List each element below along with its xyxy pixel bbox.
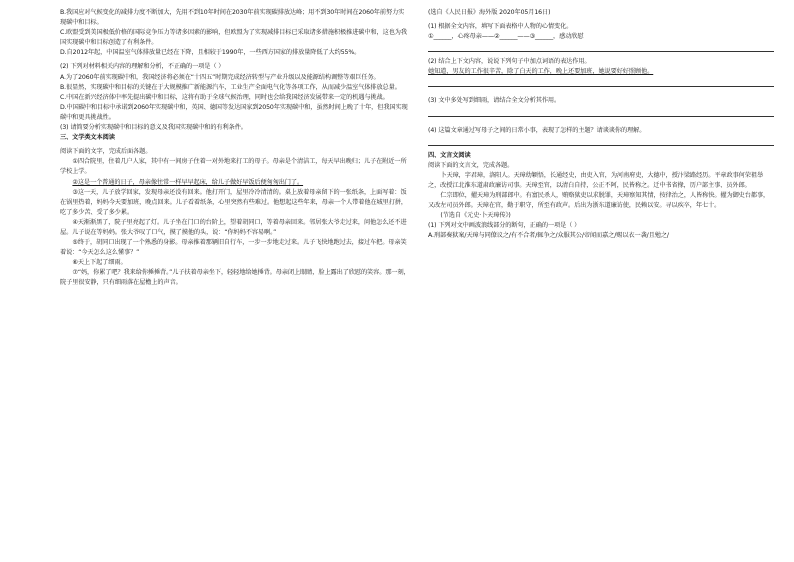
answer-line [428,136,774,146]
answer-line [428,107,774,117]
story-para-4: ④天渐渐黑了，院子里亮起了灯。儿子坐在门口的台阶上，望着胡同口，等着母亲回来。邻居张大爷走过来，问他怎么还不进屋。儿子说在等妈妈。张大爷叹了口气，摸了摸他的头，说：“你妈妈不容易啊。” [60,218,407,236]
q2-option-d: D.中国碳中和目标中承诺到2060年实现碳中和，英国、德国等发达国家到2050年实现碳中和，虽然时间上晚了十年，但我国实现碳中和更具挑战性。 [60,103,408,121]
classical-para-1: 卜天璋，字君璋，洛阳人。天璋幼颖悟，长通经史，由吏入官，为河南府吏，大德中，授汴梁路经历。平章政事何荣祖举之，改授江北淮东道肃政廉访司事。天璋至官，以清白自持，公正不阿，民皆称之。迁中书省掾，历户部主事、员外郎。 [428,171,764,189]
r-question-2: (2) 结合上下文内容，说说下列句子中加点词语的表达作用。 [428,58,591,66]
classical-question-1: (1) 下列对文中画波浪线部分的断句，正确的一项是（ ） [428,222,581,230]
section-4-heading: 四、文言文阅读 [428,151,471,159]
story-para-5: ⑤终于，胡同口出现了一个熟悉的身影。母亲推着那辆旧自行车，一步一步地走过来。儿子飞快地跑过去，接过车把。母亲笑着说：“今天怎么这么懂事？” [60,239,407,257]
classical-source: (节选自《元史·卜天璋传》) [440,212,511,220]
option-c-text: C.欧盟受到美国极低价格的国际竞争压力等诸多因素的影响，但欧盟为了实现减排目标已采取诸多措施积极推进碳中和，这也为我国实现碳中和目标创造了有利条件。 [60,29,407,47]
classical-para-2: 仁宗即位，擢天璋为刑部郎中。有富民杀人，贿赂狱吏以求脱罪，天璋察知其情，按律治之，人皆称快。擢为御史台都事，又改左司员外郎。天璋在官，勤于职守，所至有政声。后出为浙东道廉访使，民赖以安。寻以疾卒，年七十。 [428,192,770,210]
q2-option-a: A.为了2060年前实现碳中和，我国经济将必须在“十四五”时期完成经济转型与产业升级以及能源结构调整等艰巨任务。 [60,73,380,81]
option-d-text: D.自2012年起，中国温室气体排放量已经在下降，且相较于1990年，一些西方国家的排放量降低了大约55%。 [60,49,361,57]
classical-instruction: 阅读下面的文言文，完成各题。 [428,161,514,169]
r-question-1-blanks: ①______，心疼母亲——②______——③______，感动欣慰 [428,33,584,41]
answer-line [428,42,774,52]
right-column [428,8,774,242]
story-para-1: ①四合院里，住着几户人家，其中有一间房子住着一对外地来打工的母子。母亲是个清洁工，每天早出晚归；儿子在附近一所学校上学。 [60,158,407,176]
story-para-3: ③这一天，儿子放学回家，发现母亲还没有回来。他打开门，屋里冷冷清清的。桌上放着母亲留下的一张纸条，上面写着：饭在锅里热着，妈妈今天要加班，晚点回来。儿子看着纸条，心里突然有些难过。他想起这些年来，母亲一个人带着他在城里打拼，吃了多少苦、受了多少累。 [60,188,407,216]
r-question-4: (4) 这篇文章通过写母子之间的日常小事，表现了怎样的主题？请谈谈你的理解。 [428,126,646,134]
question-2-stem: (2) 下列对材料相关内容的理解和分析，不正确的一项是（ ） [60,63,225,71]
reading-instruction: 阅读下面的文字，完成后面各题。 [60,148,152,156]
r-question-3: (3) 文中多处写到细雨，请结合全文分析其作用。 [428,97,561,105]
q2-option-c: C.中国在新兴经济体中率先提出碳中和目标，这将有助于全球气候治理，同时也会给我国经济发展带来一定的机遇与挑战。 [60,93,389,101]
question-3-stem: (3) 请简要分析实现碳中和目标的意义及我国实现碳中和的有利条件。 [60,124,247,132]
left-column [60,8,410,289]
option-b-text: B.我国应对气候变化的减排力度不断加大，先用不到10年时间在2030年前实现碳排放达峰；用不到30年时间在2060年前努力实现碳中和目标。 [60,9,405,27]
r-question-2-quote: 她知道，男友的工作很辛苦，除了白天的工作，晚上还要加班，她说要好好照顾他。 [428,68,654,76]
r-question-1: (1) 根据全文内容，填写下面表格中人物的心情变化。 [428,23,573,31]
q2-option-b: B.很显然，实现碳中和目标的关键在于大规模推广新能源汽车，工业生产全面电气化等各项工作，从而减少温室气体排放总量。 [60,83,401,91]
story-para-6: ⑥天上下起了细雨。 [72,259,127,267]
section-3-heading: 三、文学类文本阅读 [60,134,115,142]
answer-line [428,77,774,87]
source-note: (选自《人民日报》海外版 2020年05月16日) [428,9,551,16]
classical-option-a: A.刑部奏狱案/天璋与同僚议之/有不合者/辄争之/众服其公/帝闻而嘉之/赐以衣一袭/且勉之/ [428,232,669,240]
story-para-2: ②这是一个普通的日子，母亲像往常一样早早起床，给儿子做好早饭后便匆匆出门了。 [72,178,304,186]
story-para-7: ⑦“妈，你累了吧？我来给你捶捶背。”儿子扶着母亲坐下，轻轻地给她捶背。母亲闭上眼睛，脸上露出了欣慰的笑容。那一刻，院子里很安静，只有细雨落在屋檐上的声音。 [60,269,410,287]
